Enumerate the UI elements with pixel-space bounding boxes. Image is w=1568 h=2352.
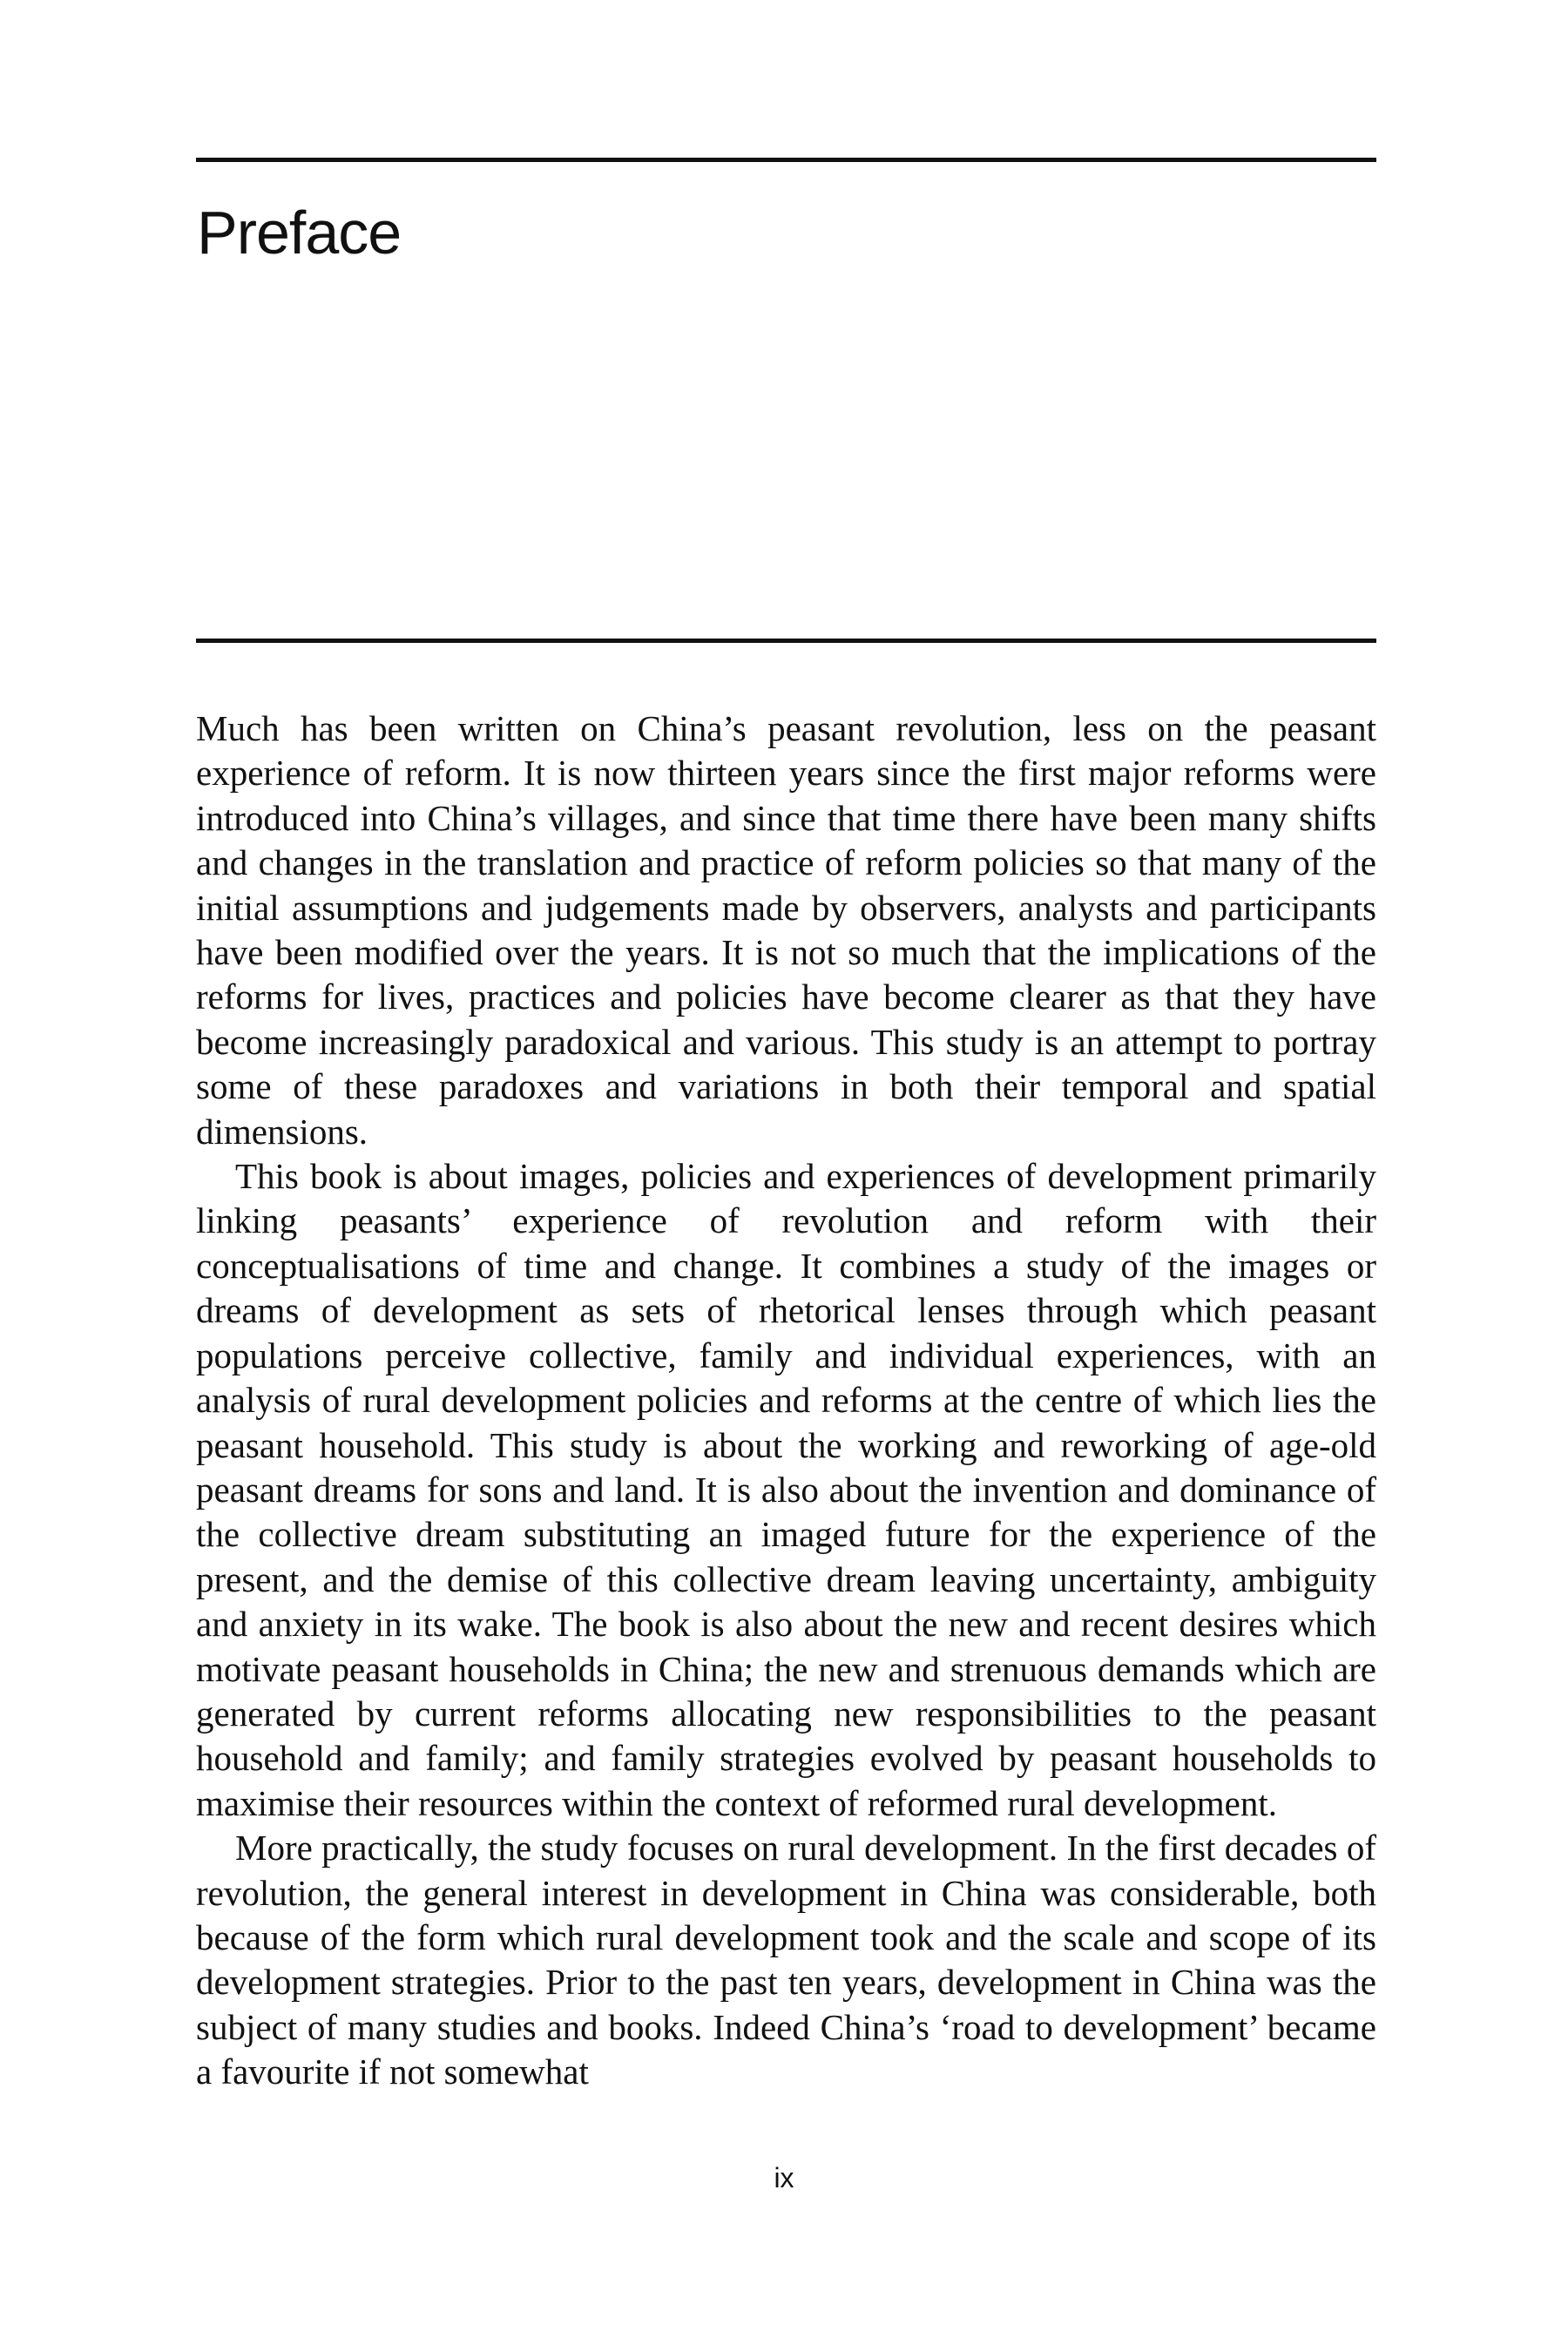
paragraph: More practically, the study focuses on rural development. In the first decades of revolution, the general interest in development in China was considerable, both because of the form which rural development took and the scale and scope of its development strategies. Prior to the past ten years, development in China was the subject of many studies and books. Indeed China’s ‘road to development’ became a favourite if not somewhat bbox=[196, 1828, 1376, 2092]
body-text bbox=[196, 706, 1376, 2095]
title-divider bbox=[196, 639, 1376, 643]
paragraph: Much has been written on China’s peasant revolution, less on the peasant experience of reform. It is now thirteen years since the first major reforms were introduced into China’s villages, and since that time there have been many shifts and changes in the translation and practice of reform policies so that many of the initial assumptions and judgements made by observers, analysts and participants have been modified over the years. It is not so much that the implications of the reforms for lives, practices and policies have become clearer as that they have become increasingly paradoxical and various. This study is an attempt to portray some of these paradoxes and variations in both their temporal and spatial dimensions. bbox=[196, 708, 1376, 1152]
page-title: Preface bbox=[197, 199, 402, 267]
page-number: ix bbox=[774, 2162, 794, 2193]
top-rule bbox=[196, 158, 1376, 162]
paragraph: This book is about images, policies and experiences of development primarily linking peasants’ experience of revolution and reform with their conceptualisations of time and change. It combines a study of the images or dreams of development as sets of rhetorical lenses through which peasant populations perceive collective, family and individual experiences, with an analysis of rural development policies and reforms at the centre of which lies the peasant household. This study is about the working and reworking of age-old peasant dreams for sons and land. It is also about the invention and dominance of the collective dream substituting an imaged future for the experience of the present, and the demise of this collective dream leaving uncertainty, ambiguity and anxiety in its wake. The book is also about the new and recent desires which motivate peasant households in China; the new and strenuous demands which are generated by current reforms allocating new responsibilities to the peasant household and family; and family strategies evolved by peasant households to maximise their resources within the context of reformed rural development. bbox=[196, 1156, 1376, 1823]
